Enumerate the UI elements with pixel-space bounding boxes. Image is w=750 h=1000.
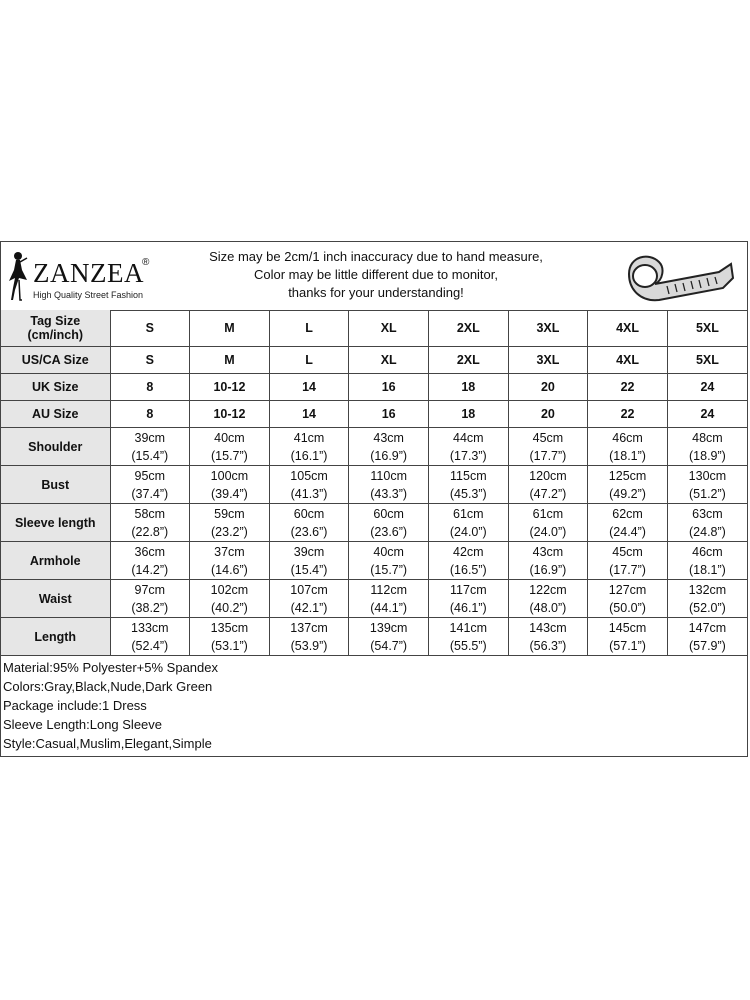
measurement-cm: 60cm [293, 506, 325, 521]
measurement-cell [190, 466, 270, 504]
measurement-cell [429, 428, 509, 466]
measurement-row [1, 466, 747, 504]
measurement-cell [349, 428, 429, 466]
notice-line-3: thanks for your understanding! [288, 285, 464, 300]
measurement-inch: (51.2”) [689, 486, 726, 501]
measurement-cm: 41cm [293, 430, 325, 445]
measurement-cell [110, 428, 190, 466]
measurement-label: Waist [1, 580, 110, 618]
size-cell: 18 [429, 374, 509, 401]
measurement-cm: 46cm [612, 430, 643, 445]
woman-silhouette-icon [5, 250, 31, 302]
tag-size-header [1, 310, 110, 347]
measurement-inch: (14.2”) [131, 562, 169, 577]
measurement-cm: 36cm [134, 544, 166, 559]
measurement-cell [588, 466, 668, 504]
measurement-cm: 125cm [608, 468, 647, 483]
measurement-inch: (40.2”) [211, 600, 248, 615]
measurement-inch: (56.3”) [529, 638, 567, 653]
measurement-cm: 145cm [608, 620, 647, 635]
measurement-inch: (15.4”) [131, 448, 169, 463]
measurement-inch: (50.0”) [609, 600, 646, 615]
tag-size-cell: S [110, 310, 190, 347]
measurement-cell [667, 618, 747, 656]
measurement-cm: 132cm [688, 582, 727, 597]
package-line: Package include:1 Dress [3, 698, 147, 713]
style-line: Style:Casual,Muslim,Elegant,Simple [3, 736, 212, 751]
size-cell: S [110, 347, 190, 374]
measurement-inch: (18.1”) [609, 448, 646, 463]
measurement-inch: (57.9”) [689, 638, 726, 653]
size-cell: 10-12 [190, 401, 270, 428]
measurement-cell [269, 428, 349, 466]
measurement-cell [667, 466, 747, 504]
measurement-label: Sleeve length [1, 504, 110, 542]
measurement-cm: 102cm [210, 582, 249, 597]
measurement-cm: 97cm [134, 582, 166, 597]
size-cell: 4XL [588, 347, 668, 374]
measurement-inch: (17.3”) [449, 448, 487, 463]
measurement-inch: (41.3”) [290, 486, 328, 501]
measurement-inch: (46.1”) [449, 600, 487, 615]
size-cell: 16 [349, 401, 429, 428]
measurement-cell [667, 428, 747, 466]
tag-size-cell: XL [349, 310, 429, 347]
measurement-inch: (49.2”) [609, 486, 646, 501]
measurement-label: Bust [1, 466, 110, 504]
measurement-inch: (14.6”) [211, 562, 248, 577]
measurement-inch: (45.3”) [449, 486, 487, 501]
measurement-cm: 61cm [532, 506, 564, 521]
size-cell: 20 [508, 401, 588, 428]
measurement-cell [190, 542, 270, 580]
measurement-cell [508, 580, 588, 618]
measurement-cm: 45cm [612, 544, 643, 559]
measurement-cell [269, 466, 349, 504]
measurement-inch: (52.4”) [131, 638, 169, 653]
measurement-inch: (15.7”) [211, 448, 248, 463]
measurement-cell [190, 428, 270, 466]
notice-line-2: Color may be little different due to monitor, [254, 267, 498, 282]
measurement-inch: (18.1”) [689, 562, 726, 577]
measurement-inch: (22.8”) [131, 524, 169, 539]
measurement-cm: 127cm [608, 582, 647, 597]
measurement-row [1, 504, 747, 542]
tag-size-unit: (cm/inch) [27, 328, 84, 342]
measurement-cell [588, 618, 668, 656]
measurement-inch: (15.4”) [290, 562, 328, 577]
measurement-cm: 43cm [532, 544, 564, 559]
measurement-cell [508, 466, 588, 504]
measurement-cm: 44cm [453, 430, 484, 445]
measurement-inch: (23.6”) [290, 524, 328, 539]
measurement-inch: (15.7”) [370, 562, 408, 577]
measurement-cm: 139cm [369, 620, 408, 635]
measurement-cm: 137cm [290, 620, 328, 635]
measurement-inch: (38.2”) [131, 600, 169, 615]
size-cell: 10-12 [190, 374, 270, 401]
size-row-label: UK Size [1, 374, 110, 401]
measurement-label: Shoulder [1, 428, 110, 466]
measurement-cell [429, 542, 509, 580]
measurement-cm: 115cm [450, 468, 487, 483]
size-cell: 8 [110, 374, 190, 401]
measurement-row [1, 542, 747, 580]
measurement-cm: 37cm [214, 544, 245, 559]
measurement-cm: 110cm [370, 468, 407, 483]
measurement-cell [349, 466, 429, 504]
measurement-inch: (53.1”) [211, 638, 248, 653]
measurement-cm: 39cm [134, 430, 166, 445]
measurement-inch: (55.5”) [449, 638, 487, 653]
measurement-row [1, 618, 747, 656]
measurement-inch: (16.9”) [370, 448, 408, 463]
tag-size-row [1, 310, 747, 347]
measuring-tape-icon [619, 244, 737, 308]
measurement-label: Length [1, 618, 110, 656]
notice-line-1: Size may be 2cm/1 inch inaccuracy due to hand measure, [209, 249, 543, 264]
measurement-inch: (43.3”) [370, 486, 408, 501]
measurement-inch: (16.1”) [290, 448, 328, 463]
measurement-cell [190, 504, 270, 542]
measurement-cm: 43cm [373, 430, 404, 445]
size-cell: 20 [508, 374, 588, 401]
measurement-cell [588, 504, 668, 542]
chart-header [1, 242, 747, 311]
measurement-cell [588, 580, 668, 618]
size-cell: 24 [667, 401, 747, 428]
measurement-inch: (23.6”) [370, 524, 408, 539]
measurement-cell [667, 542, 747, 580]
measurement-cm: 46cm [692, 544, 723, 559]
measurement-cell [269, 580, 349, 618]
size-row [1, 401, 747, 428]
measurement-cm: 42cm [453, 544, 484, 559]
size-chart-sheet [0, 241, 748, 757]
brand-name: ZANZEA [33, 258, 144, 288]
measurement-cell [588, 542, 668, 580]
measurement-cm: 105cm [290, 468, 328, 483]
measurement-cell [349, 580, 429, 618]
measurement-cell [110, 504, 190, 542]
size-cell: 3XL [508, 347, 588, 374]
measurement-cm: 48cm [692, 430, 723, 445]
measurement-inch: (23.2”) [211, 524, 248, 539]
measurement-inch: (24.0”) [529, 524, 567, 539]
size-cell: XL [349, 347, 429, 374]
measurement-cm: 95cm [134, 468, 166, 483]
measurement-cell [508, 618, 588, 656]
size-row [1, 347, 747, 374]
measurement-cm: 130cm [688, 468, 727, 483]
size-table [1, 310, 747, 656]
measurement-cm: 59cm [214, 506, 245, 521]
size-cell: L [269, 347, 349, 374]
measurement-cell [110, 542, 190, 580]
tag-size-cell: 2XL [429, 310, 509, 347]
size-row-label: US/CA Size [1, 347, 110, 374]
measurement-inch: (24.8”) [689, 524, 726, 539]
size-row-label: AU Size [1, 401, 110, 428]
measurement-row [1, 428, 747, 466]
measurement-cm: 62cm [612, 506, 643, 521]
measurement-cm: 133cm [131, 620, 169, 635]
size-cell: 8 [110, 401, 190, 428]
colors-line: Colors:Gray,Black,Nude,Dark Green [3, 679, 213, 694]
size-row [1, 374, 747, 401]
measurement-cell [667, 580, 747, 618]
sleeve-length-line: Sleeve Length:Long Sleeve [3, 717, 163, 732]
measurement-cell [269, 542, 349, 580]
measurement-cm: 135cm [210, 620, 249, 635]
size-cell: 14 [269, 401, 349, 428]
size-cell: 2XL [429, 347, 509, 374]
registered-mark: ® [142, 257, 150, 268]
measurement-cm: 63cm [692, 506, 723, 521]
tag-size-cell: 4XL [588, 310, 668, 347]
tag-size-cell: 3XL [508, 310, 588, 347]
measurement-cell [429, 580, 509, 618]
tag-size-cell: 5XL [667, 310, 747, 347]
measurement-inch: (16.9”) [529, 562, 567, 577]
measurement-cell [349, 618, 429, 656]
measurement-cm: 107cm [290, 582, 328, 597]
measurement-inch: (24.4”) [609, 524, 646, 539]
tag-size-cell: M [190, 310, 270, 347]
measurement-cm: 40cm [214, 430, 245, 445]
measurement-cell [110, 466, 190, 504]
measurement-cm: 61cm [453, 506, 484, 521]
measurement-inch: (16.5”) [449, 562, 487, 577]
measurement-cm: 45cm [532, 430, 564, 445]
measurement-inch: (42.1”) [290, 600, 328, 615]
measurement-label: Armhole [1, 542, 110, 580]
measurement-cell [508, 504, 588, 542]
measurement-inch: (54.7”) [370, 638, 408, 653]
tag-size-label: Tag Size [30, 314, 81, 328]
brand-logo [5, 248, 155, 304]
measurement-cm: 141cm [449, 620, 488, 635]
measurement-cm: 143cm [529, 620, 567, 635]
measurement-cm: 100cm [210, 468, 249, 483]
measurement-cell [508, 428, 588, 466]
measurement-cell [110, 580, 190, 618]
size-cell: 24 [667, 374, 747, 401]
measurement-inch: (37.4”) [131, 486, 169, 501]
brand-tagline: High Quality Street Fashion [33, 290, 144, 300]
measurement-inch: (24.0”) [449, 524, 487, 539]
measurement-cell [190, 580, 270, 618]
measurement-inch: (39.4”) [211, 486, 248, 501]
measurement-inch: (52.0”) [689, 600, 726, 615]
measurement-cm: 120cm [529, 468, 567, 483]
measurement-cell [508, 542, 588, 580]
measurement-inch: (48.0”) [529, 600, 567, 615]
measurement-cell [349, 504, 429, 542]
size-cell: 14 [269, 374, 349, 401]
measurement-inch: (18.9”) [689, 448, 726, 463]
product-info [3, 658, 218, 753]
measurement-inch: (17.7”) [609, 562, 646, 577]
measurement-cell [349, 542, 429, 580]
measurement-cm: 112cm [370, 582, 407, 597]
measurement-inch: (44.1”) [370, 600, 408, 615]
measurement-row [1, 580, 747, 618]
measurement-cm: 60cm [373, 506, 404, 521]
measurement-cell [667, 504, 747, 542]
size-cell: 5XL [667, 347, 747, 374]
size-cell: M [190, 347, 270, 374]
measurement-cell [190, 618, 270, 656]
measurement-cm: 117cm [450, 582, 487, 597]
measurement-inch: (53.9”) [290, 638, 328, 653]
measurement-inch: (47.2”) [529, 486, 567, 501]
size-cell: 22 [588, 374, 668, 401]
measurement-inch: (57.1”) [609, 638, 646, 653]
measurement-cell [269, 504, 349, 542]
size-notice [161, 248, 591, 302]
material-line: Material:95% Polyester+5% Spandex [3, 660, 218, 675]
measurement-cm: 58cm [134, 506, 166, 521]
size-cell: 16 [349, 374, 429, 401]
measurement-cell [429, 466, 509, 504]
tag-size-cell: L [269, 310, 349, 347]
measurement-cm: 39cm [293, 544, 325, 559]
measurement-cell [429, 504, 509, 542]
measurement-cell [429, 618, 509, 656]
measurement-inch: (17.7”) [529, 448, 567, 463]
measurement-cm: 122cm [529, 582, 567, 597]
measurement-cm: 40cm [373, 544, 404, 559]
size-cell: 22 [588, 401, 668, 428]
measurement-cell [110, 618, 190, 656]
measurement-cm: 147cm [688, 620, 727, 635]
measurement-cell [269, 618, 349, 656]
measurement-cell [588, 428, 668, 466]
size-cell: 18 [429, 401, 509, 428]
